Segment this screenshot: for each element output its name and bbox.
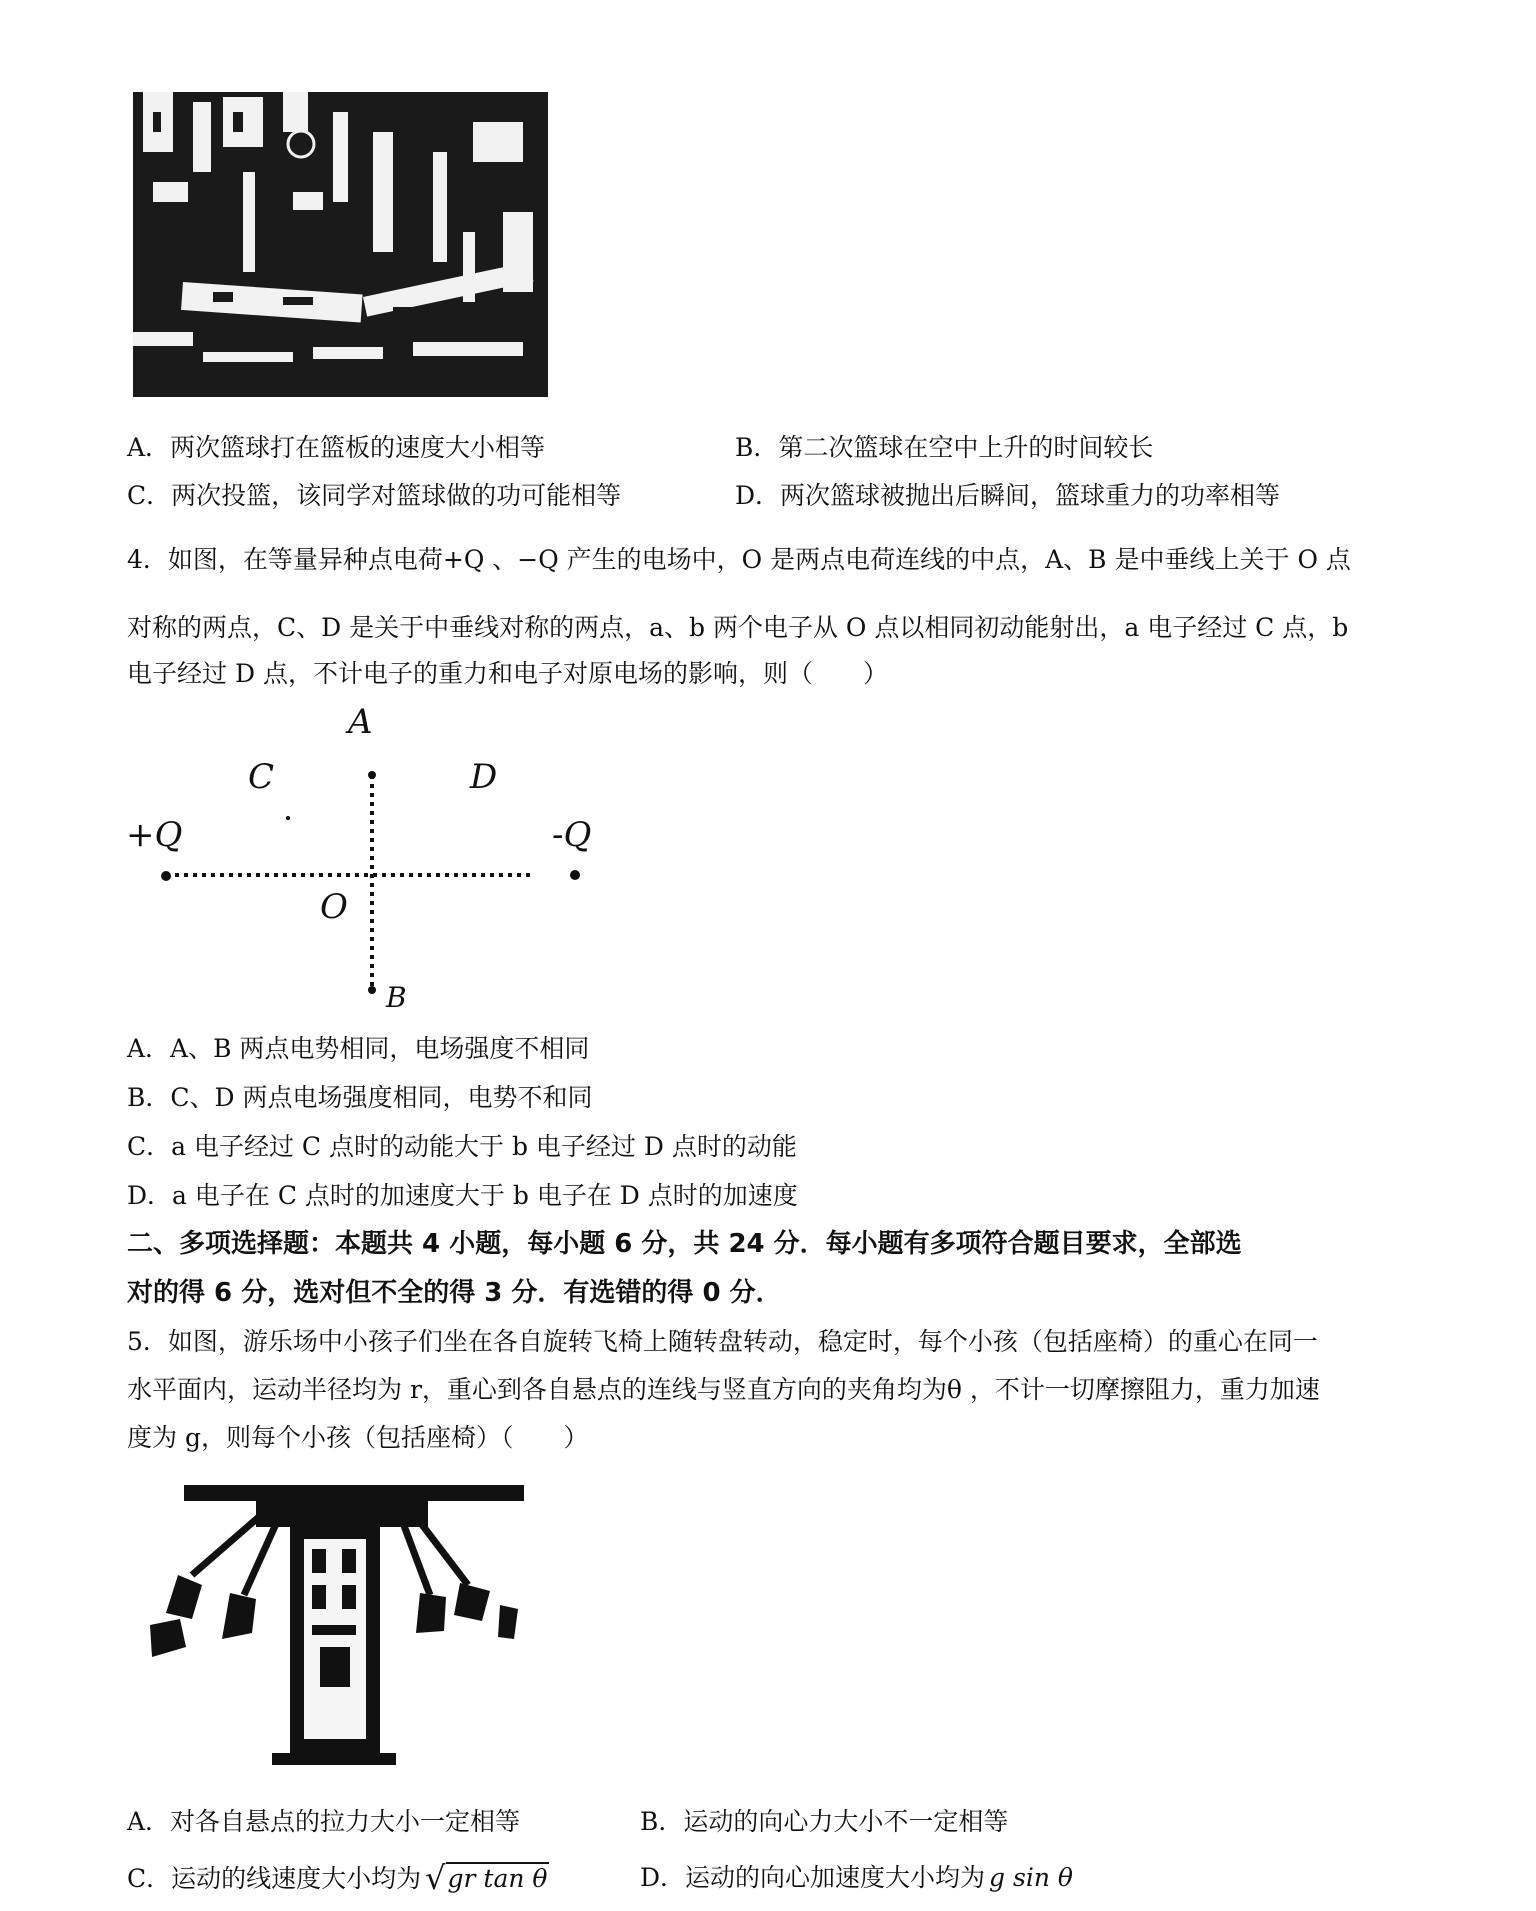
basketball-photo xyxy=(133,92,548,397)
label-b: B xyxy=(386,981,407,1014)
label-a: A xyxy=(348,702,373,742)
q4-option-b: B．C、D 两点电场强度相同，电势不和同 xyxy=(127,1083,593,1112)
q5-stem-line1: 5．如图，游乐场中小孩子们坐在各自旋转飞椅上随转盘转动，稳定时，每个小孩（包括座椅）的重心在同一 xyxy=(127,1327,1318,1356)
q5-option-a: A．对各自悬点的拉力大小一定相等 xyxy=(127,1807,521,1836)
sqrt-radicand: gr tan θ xyxy=(447,1864,548,1893)
q5-option-c xyxy=(127,1859,549,1897)
q5-stem-line2: 水平面内，运动半径均为 r，重心到各自悬点的连线与竖直方向的夹角均为θ ，不计一切摩擦阻力，重力加速 xyxy=(127,1375,1320,1404)
q3-option-d: D．两次篮球被抛出后瞬间，篮球重力的功率相等 xyxy=(735,481,1281,510)
label-minus-q: -Q xyxy=(552,815,592,855)
point-c-dot xyxy=(286,816,290,820)
q4-stem-line3: 电子经过 D 点，不计电子的重力和电子对原电场的影响，则（ ） xyxy=(127,659,888,688)
q4-option-d: D．a 电子在 C 点时的加速度大于 b 电子在 D 点时的加速度 xyxy=(127,1181,798,1210)
label-d: D xyxy=(470,757,498,797)
q4-option-a: A．A、B 两点电势相同，电场强度不相同 xyxy=(127,1034,590,1063)
label-c: C xyxy=(248,757,275,797)
point-b-dot xyxy=(368,986,376,994)
point-a-dot xyxy=(368,771,376,779)
q5-option-c-text: C．运动的线速度大小均为 xyxy=(127,1864,422,1893)
sqrt-expression xyxy=(425,1859,549,1897)
swing-ride-figure xyxy=(130,1475,535,1775)
q5-option-d xyxy=(640,1862,1073,1894)
q3-option-b: B．第二次篮球在空中上升的时间较长 xyxy=(735,433,1154,462)
minus-q-charge xyxy=(570,870,580,880)
q5-option-b: B．运动的向心力大小不一定相等 xyxy=(640,1807,1009,1836)
q4-option-c: C．a 电子经过 C 点时的动能大于 b 电子经过 D 点时的动能 xyxy=(127,1132,797,1161)
q4-stem-line1: 4．如图，在等量异种点电荷+Q 、−Q 产生的电场中，O 是两点电荷连线的中点，A、B 是中垂线上关于 O 点 xyxy=(127,545,1351,574)
q3-option-a: A．两次篮球打在篮板的速度大小相等 xyxy=(127,433,546,462)
q5-option-d-math: g sin θ xyxy=(989,1863,1073,1892)
section2-heading-line2: 对的得 6 分，选对但不全的得 3 分．有选错的得 0 分． xyxy=(127,1278,782,1308)
section2-heading-line1: 二、多项选择题：本题共 4 小题，每小题 6 分，共 24 分．每小题有多项符合题目要求，全部选 xyxy=(127,1229,1242,1259)
label-o: O xyxy=(320,887,348,927)
plus-q-charge xyxy=(161,871,171,881)
q5-option-d-text: D．运动的向心加速度大小均为 xyxy=(640,1863,986,1892)
label-plus-q: +Q xyxy=(126,815,183,855)
q3-option-c: C．两次投篮，该同学对篮球做的功可能相等 xyxy=(127,481,622,510)
q4-stem-line2: 对称的两点，C、D 是关于中垂线对称的两点，a、b 两个电子从 O 点以相同初动能射出，a 电子经过 C 点，b xyxy=(127,613,1349,642)
charges-diagram xyxy=(120,700,640,1020)
sqrt-radical-icon: √ xyxy=(425,1859,446,1897)
q5-stem-line3: 度为 g，则每个小孩（包括座椅）（ ） xyxy=(127,1423,589,1452)
